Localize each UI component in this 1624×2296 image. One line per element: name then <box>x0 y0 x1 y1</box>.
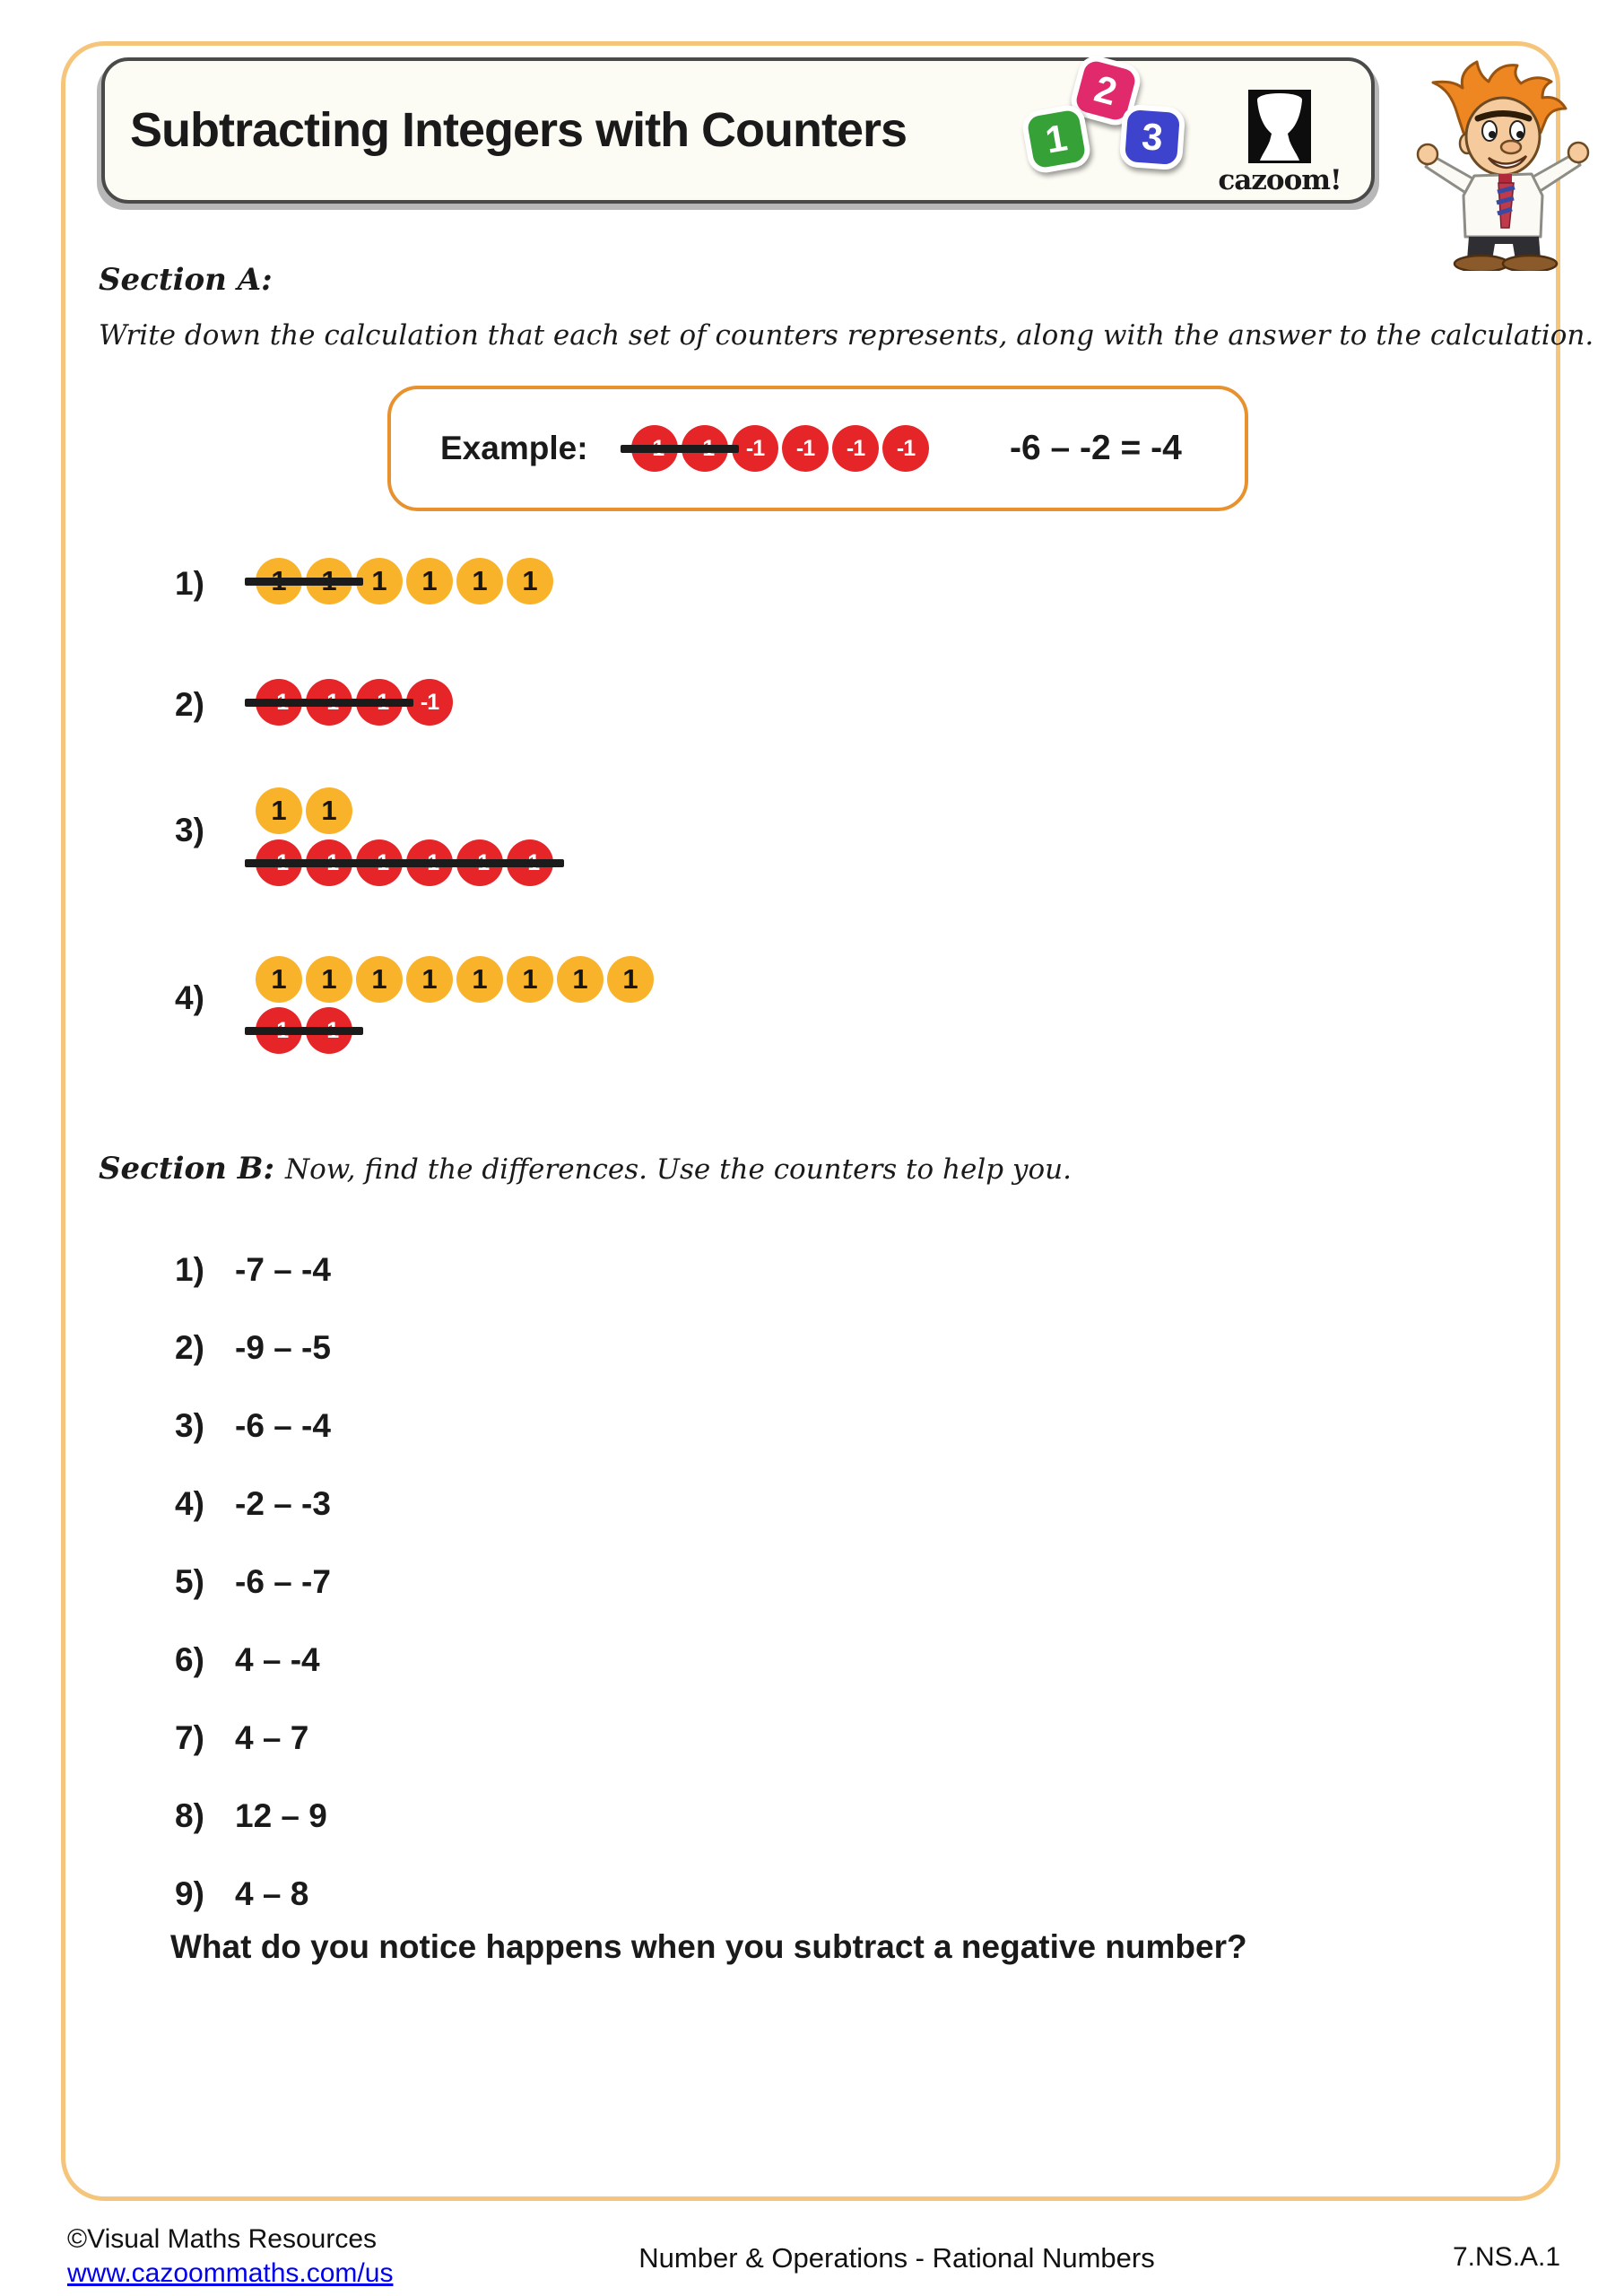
section-b-item-expression: -7 – -4 <box>235 1251 331 1288</box>
positive-counter: 1 <box>256 787 302 834</box>
question-a2-number: 2) <box>175 686 204 723</box>
section-b-heading: Section B: <box>99 1151 275 1187</box>
example-label: Example: <box>440 430 588 466</box>
positive-counter: 1 <box>406 956 453 1003</box>
section-a-instruction: Write down the calculation that each set of counters represents, along with the answer to the calculation. <box>99 319 1594 352</box>
question-a4-number: 4) <box>175 979 204 1016</box>
positive-counter: 1 <box>306 787 352 834</box>
positive-counter: 1 <box>406 558 453 604</box>
section-b-item-expression: -2 – -3 <box>235 1485 331 1522</box>
positive-counter: 1 <box>507 956 553 1003</box>
negative-counter-row <box>256 1007 352 1054</box>
negative-counter: -1 <box>832 425 879 472</box>
positive-counter-row <box>256 558 553 604</box>
section-b-item-number: 3) <box>175 1407 204 1444</box>
tile-2-label: 2 <box>1090 66 1122 114</box>
strikethrough-line <box>245 859 564 867</box>
section-b-item-expression: 4 – 8 <box>235 1875 309 1912</box>
example-box <box>387 386 1248 511</box>
section-b-item-number: 9) <box>175 1875 204 1912</box>
section-b-item-expression: 4 – 7 <box>235 1719 309 1756</box>
footer-standard-code: 7.NS.A.1 <box>1453 2242 1561 2272</box>
cazoom-logo <box>1248 90 1311 163</box>
positive-counter: 1 <box>356 956 403 1003</box>
section-b-item-number: 8) <box>175 1797 204 1834</box>
positive-counter-row <box>256 787 352 834</box>
positive-counter-row <box>256 956 654 1003</box>
question-a1-number: 1) <box>175 565 204 602</box>
section-b-item-number: 1) <box>175 1251 204 1288</box>
positive-counter: 1 <box>356 558 403 604</box>
section-b-item-number: 2) <box>175 1329 204 1366</box>
negative-counter: -1 <box>882 425 929 472</box>
section-b-item-number: 5) <box>175 1563 204 1600</box>
tile-1-label: 1 <box>1042 116 1071 161</box>
positive-counter: 1 <box>456 558 503 604</box>
positive-counter: 1 <box>306 956 352 1003</box>
strikethrough-line <box>245 578 363 586</box>
negative-counter: -1 <box>732 425 778 472</box>
drum-icon <box>1248 90 1311 163</box>
cazoom-logo-text: cazoom! <box>1218 164 1342 196</box>
section-b-item-expression: -6 – -4 <box>235 1407 331 1444</box>
negative-counter-row <box>256 679 453 726</box>
page-title: Subtracting Integers with Counters <box>130 103 908 157</box>
section-b-item-expression: -9 – -5 <box>235 1329 331 1366</box>
negative-counter-row <box>256 839 553 886</box>
section-b-item-expression: 4 – -4 <box>235 1641 320 1678</box>
number-tile-3-icon <box>1119 104 1186 171</box>
example-equation: -6 – -2 = -4 <box>1010 429 1182 467</box>
positive-counter: 1 <box>557 956 604 1003</box>
section-b-item-number: 7) <box>175 1719 204 1756</box>
strikethrough-line <box>245 1027 363 1035</box>
strikethrough-line <box>621 445 739 453</box>
number-tile-1-icon <box>1020 102 1092 175</box>
negative-counter: -1 <box>406 679 453 726</box>
section-b-instruction: Now, find the differences. Use the counters to help you. <box>285 1153 1072 1186</box>
section-b-item-expression: 12 – 9 <box>235 1797 327 1834</box>
negative-counter-row <box>631 425 929 472</box>
footer-website-link[interactable]: www.cazoommaths.com/us <box>67 2258 394 2288</box>
footer-copyright: ©Visual Maths Resources <box>67 2224 378 2254</box>
closing-question: What do you notice happens when you subtract a negative number? <box>170 1928 1247 1965</box>
section-b-item-number: 4) <box>175 1485 204 1522</box>
positive-counter: 1 <box>456 956 503 1003</box>
negative-counter: -1 <box>782 425 829 472</box>
mascot-character-icon <box>1406 59 1611 271</box>
footer-center-text: Number & Operations - Rational Numbers <box>638 2242 1155 2274</box>
section-a-heading: Section A: <box>99 262 273 298</box>
positive-counter: 1 <box>607 956 654 1003</box>
positive-counter: 1 <box>256 956 302 1003</box>
tile-3-label: 3 <box>1140 115 1165 159</box>
section-b-item-expression: -6 – -7 <box>235 1563 331 1600</box>
positive-counter: 1 <box>507 558 553 604</box>
strikethrough-line <box>245 699 413 707</box>
question-a3-number: 3) <box>175 812 204 848</box>
section-b-item-number: 6) <box>175 1641 204 1678</box>
